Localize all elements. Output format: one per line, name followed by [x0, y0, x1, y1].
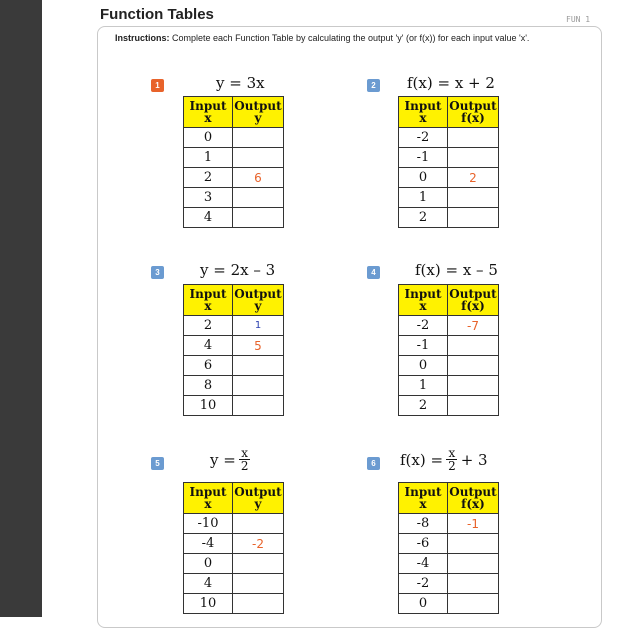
- worksheet-card: [97, 26, 602, 628]
- equation-fraction: [446, 447, 458, 472]
- input-cell: 2: [399, 396, 448, 416]
- table-row: [184, 316, 284, 336]
- function-table: [398, 482, 499, 614]
- table-header-row: [399, 483, 499, 514]
- output-cell[interactable]: [233, 574, 284, 594]
- input-header: Input x: [399, 483, 448, 514]
- problem-equation: y = 3x: [216, 74, 265, 92]
- input-cell: 10: [184, 396, 233, 416]
- table-row: [399, 514, 499, 534]
- table-row: [184, 128, 284, 148]
- equation-right: + 3: [460, 450, 488, 469]
- equation-fraction: [239, 447, 251, 472]
- output-cell[interactable]: [233, 514, 284, 534]
- page-title: Function Tables: [100, 6, 214, 23]
- output-cell[interactable]: [448, 534, 499, 554]
- output-cell[interactable]: -2: [233, 534, 284, 554]
- table-row: [399, 148, 499, 168]
- problem-number-badge: 6: [367, 457, 380, 470]
- table-row: [399, 356, 499, 376]
- output-cell[interactable]: [233, 594, 284, 614]
- output-cell[interactable]: [233, 554, 284, 574]
- output-header: Output y: [233, 97, 284, 128]
- table-row: [184, 188, 284, 208]
- output-cell[interactable]: [233, 208, 284, 228]
- problem-equation: y = 2x – 3: [200, 261, 276, 279]
- output-cell[interactable]: [233, 188, 284, 208]
- output-cell[interactable]: [448, 208, 499, 228]
- table-row: [184, 594, 284, 614]
- problem-equation: [400, 447, 488, 472]
- table-row: [184, 168, 284, 188]
- output-cell[interactable]: [448, 148, 499, 168]
- equation-left: y =: [210, 450, 236, 469]
- output-cell[interactable]: 2: [448, 168, 499, 188]
- input-cell: 0: [399, 356, 448, 376]
- input-cell: -2: [399, 316, 448, 336]
- table-row: [399, 396, 499, 416]
- output-cell[interactable]: [233, 376, 284, 396]
- problem-number-badge: 1: [151, 79, 164, 92]
- table-row: [184, 534, 284, 554]
- table-row: [399, 336, 499, 356]
- table-header-row: [399, 285, 499, 316]
- fraction-denominator: 2: [448, 459, 456, 473]
- output-cell[interactable]: [233, 356, 284, 376]
- table-header-row: [184, 285, 284, 316]
- function-table: [398, 96, 499, 228]
- output-cell[interactable]: [448, 128, 499, 148]
- equation-left: f(x) =: [400, 450, 444, 469]
- fraction-denominator: 2: [240, 459, 249, 473]
- input-cell: 8: [184, 376, 233, 396]
- input-header: Input x: [184, 483, 233, 514]
- output-header: Output f(x): [448, 97, 499, 128]
- input-cell: 2: [399, 208, 448, 228]
- input-cell: 4: [184, 574, 233, 594]
- input-cell: -10: [184, 514, 233, 534]
- output-cell[interactable]: [448, 188, 499, 208]
- output-header: Output y: [233, 483, 284, 514]
- problem-equation: f(x) = x + 2: [407, 74, 495, 92]
- problem-number-badge: 3: [151, 266, 164, 279]
- input-cell: 4: [184, 208, 233, 228]
- table-row: [399, 534, 499, 554]
- input-cell: 10: [184, 594, 233, 614]
- function-table: [183, 284, 284, 416]
- function-table: [183, 96, 284, 228]
- instructions-label: Instructions:: [115, 33, 170, 43]
- problem-number-badge: 2: [367, 79, 380, 92]
- problem-equation: f(x) = x – 5: [415, 261, 498, 279]
- output-cell[interactable]: [448, 554, 499, 574]
- input-cell: 4: [184, 336, 233, 356]
- instructions-text: Complete each Function Table by calculating the output 'y' (or f(x)) for each input value 'x'.: [172, 33, 530, 43]
- input-cell: 0: [184, 554, 233, 574]
- input-cell: 0: [399, 168, 448, 188]
- output-cell[interactable]: 6: [233, 168, 284, 188]
- instructions: [115, 33, 575, 44]
- input-cell: -4: [184, 534, 233, 554]
- table-row: [184, 148, 284, 168]
- output-cell[interactable]: 5: [233, 336, 284, 356]
- input-cell: -2: [399, 574, 448, 594]
- table-header-row: [184, 97, 284, 128]
- input-cell: 1: [399, 376, 448, 396]
- table-row: [184, 356, 284, 376]
- input-cell: -2: [399, 128, 448, 148]
- table-row: [184, 514, 284, 534]
- input-cell: 1: [184, 148, 233, 168]
- input-cell: 0: [184, 128, 233, 148]
- output-header: Output f(x): [448, 285, 499, 316]
- input-cell: -6: [399, 534, 448, 554]
- table-header-row: [184, 483, 284, 514]
- function-table: [398, 284, 499, 416]
- output-header: Output f(x): [448, 483, 499, 514]
- output-cell[interactable]: -7: [448, 316, 499, 336]
- input-cell: -1: [399, 336, 448, 356]
- input-cell: 6: [184, 356, 233, 376]
- output-cell[interactable]: 1: [233, 316, 284, 336]
- table-row: [184, 396, 284, 416]
- output-cell[interactable]: [448, 594, 499, 614]
- table-row: [399, 208, 499, 228]
- table-row: [399, 554, 499, 574]
- table-row: [399, 594, 499, 614]
- output-cell[interactable]: -1: [448, 514, 499, 534]
- table-row: [399, 168, 499, 188]
- output-cell[interactable]: [448, 336, 499, 356]
- problem-number-badge: 5: [151, 457, 164, 470]
- input-cell: 2: [184, 168, 233, 188]
- table-row: [184, 336, 284, 356]
- table-row: [399, 188, 499, 208]
- output-cell[interactable]: [448, 574, 499, 594]
- input-cell: 3: [184, 188, 233, 208]
- fraction-numerator: x: [448, 446, 456, 460]
- input-header: Input x: [184, 285, 233, 316]
- input-header: Input x: [184, 97, 233, 128]
- table-row: [399, 376, 499, 396]
- input-header: Input x: [399, 285, 448, 316]
- output-cell[interactable]: [233, 128, 284, 148]
- input-cell: 2: [184, 316, 233, 336]
- left-sidebar-strip: [0, 0, 42, 617]
- function-table: [183, 482, 284, 614]
- output-cell[interactable]: [448, 376, 499, 396]
- table-row: [184, 376, 284, 396]
- input-header: Input x: [399, 97, 448, 128]
- input-cell: 1: [399, 188, 448, 208]
- output-cell[interactable]: [233, 396, 284, 416]
- output-header: Output y: [233, 285, 284, 316]
- table-row: [184, 208, 284, 228]
- table-header-row: [399, 97, 499, 128]
- table-row: [399, 316, 499, 336]
- output-cell[interactable]: [448, 396, 499, 416]
- problem-equation: [210, 447, 253, 472]
- input-cell: -8: [399, 514, 448, 534]
- problem-number-badge: 4: [367, 266, 380, 279]
- input-cell: -4: [399, 554, 448, 574]
- output-cell[interactable]: [448, 356, 499, 376]
- table-row: [184, 554, 284, 574]
- sheet-code: FUN 1: [566, 15, 591, 24]
- input-cell: -1: [399, 148, 448, 168]
- table-row: [399, 574, 499, 594]
- table-row: [399, 128, 499, 148]
- output-cell[interactable]: [233, 148, 284, 168]
- input-cell: 0: [399, 594, 448, 614]
- fraction-numerator: x: [241, 446, 249, 460]
- table-row: [184, 574, 284, 594]
